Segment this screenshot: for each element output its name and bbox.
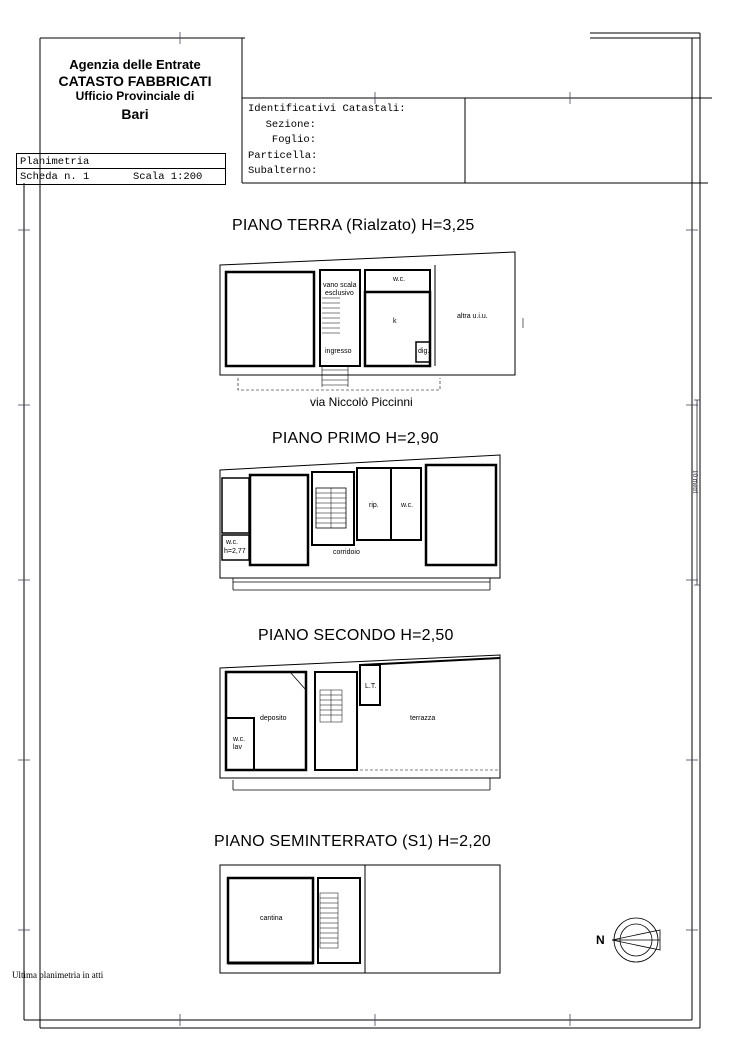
plan-box-divider xyxy=(17,168,225,169)
street-name: via Niccolò Piccinni xyxy=(310,395,413,409)
north-arrow-icon xyxy=(612,918,660,962)
first-wc2-height: h=2,77 xyxy=(224,548,246,555)
scale-mark: 10 metri xyxy=(691,470,699,494)
city-name: Bari xyxy=(121,105,149,122)
second-floor-plan xyxy=(220,655,500,790)
subalterno-label: Subalterno: xyxy=(248,165,318,177)
sezione-label: Sezione: xyxy=(265,118,316,131)
office-name: Ufficio Provinciale di xyxy=(75,89,195,104)
kitchen-label: k xyxy=(393,318,397,325)
cellar-label: cantina xyxy=(260,915,283,922)
entrance-label: ingresso xyxy=(325,348,352,355)
second-wc-label: w.c. xyxy=(233,736,246,743)
closet-label: rip. xyxy=(369,502,379,509)
terrace-label: terrazza xyxy=(410,715,436,722)
ground-floor-plan xyxy=(220,252,523,390)
plan-scale: Scala 1:200 xyxy=(133,171,203,183)
agency-name: Agenzia delle Entrate xyxy=(69,57,201,72)
first-wc-label: w.c. xyxy=(401,502,414,509)
identifiers-title: Identificativi Catastali: xyxy=(248,103,406,115)
first-floor-plan xyxy=(220,455,500,590)
second-storage-label: deposito xyxy=(260,715,287,722)
basement-floor-title: PIANO SEMINTERRATO (S1) H=2,20 xyxy=(214,833,492,850)
other-unit-label: altra u.i.u. xyxy=(457,313,488,320)
ground-floor-title: PIANO TERRA (Rialzato) H=3,25 xyxy=(232,217,475,234)
second-wc-lav-label: lav xyxy=(233,744,242,751)
agency-header xyxy=(40,57,230,123)
service-name: CATASTO FABBRICATI xyxy=(58,72,212,89)
first-floor-title: PIANO PRIMO H=2,90 xyxy=(272,430,439,447)
stair-label-2: esclusivo xyxy=(325,290,354,297)
second-floor-title: PIANO SECONDO H=2,50 xyxy=(258,627,454,644)
cadastral-identifiers xyxy=(248,102,406,180)
foglio-label: Foglio: xyxy=(271,134,316,146)
plan-type: Planimetria xyxy=(20,156,90,168)
ground-wc-label: w.c. xyxy=(393,276,406,283)
corridor-label: corridoio xyxy=(333,549,360,556)
particella-label: Particella: xyxy=(248,149,318,162)
stair-label-1: vano scala xyxy=(323,282,357,289)
scheda-number: Scheda n. 1 xyxy=(20,171,90,183)
footer-note: Ultima planimetria in atti xyxy=(12,970,104,980)
laundry-label: L.T. xyxy=(365,683,377,690)
plan-info-box xyxy=(16,153,226,185)
north-label: N xyxy=(596,933,605,947)
first-wc2-label: w.c. xyxy=(226,539,239,546)
ground-storage-label: dig. xyxy=(418,348,430,355)
